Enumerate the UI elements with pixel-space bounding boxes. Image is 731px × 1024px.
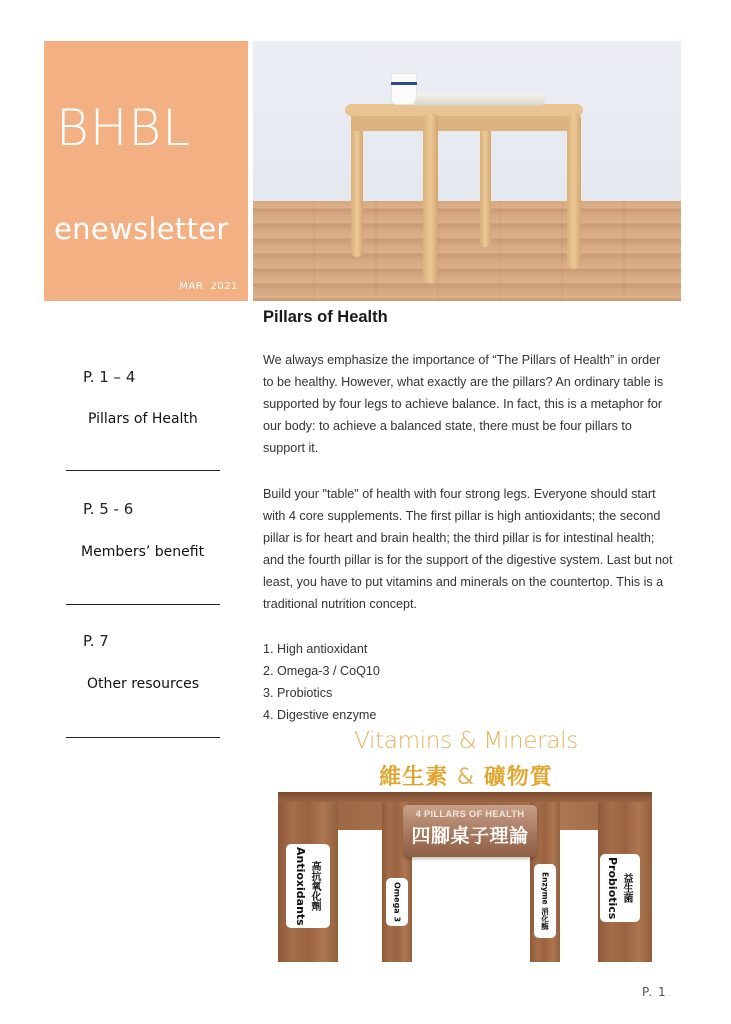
toc-pages-3: P. 7 bbox=[83, 632, 109, 650]
list-item: 1. High antioxidant bbox=[263, 642, 368, 656]
newsletter-subtitle: enewsletter bbox=[54, 212, 229, 246]
table-leg-front-left bbox=[423, 113, 438, 283]
toc-title-1[interactable]: Pillars of Health bbox=[88, 411, 198, 427]
four-pillars-illustration bbox=[276, 728, 656, 968]
article-paragraph-2: Build your "table" of health with four strong legs. Everyone should start with 4 core supplements. The first pillar is high antioxidants; the second pillar is for heart and brain health; the third pillar is for intestinal health; and the fourth pillar is for the support of the digestive system. Last but not least, you have to put vitamins and minerals on the countertop. This is a traditional nutrition concept. bbox=[263, 487, 673, 611]
banner-en: 4 PILLARS OF HEALTH bbox=[415, 809, 525, 820]
article-title: Pillars of Health bbox=[263, 308, 388, 326]
table-leg-back-left bbox=[351, 111, 363, 257]
omega-label bbox=[386, 878, 408, 926]
minerals-zh: 礦物質 bbox=[483, 765, 553, 790]
vitamins-minerals-heading-zh bbox=[276, 760, 656, 791]
toc-divider bbox=[66, 604, 220, 605]
table-leg-back-right bbox=[480, 123, 491, 247]
toc-title-2[interactable]: Members’ benefit bbox=[81, 544, 205, 560]
cover-block bbox=[44, 41, 248, 301]
vitamins-zh: 維生素 bbox=[379, 765, 449, 790]
list-item: 3. Probiotics bbox=[263, 686, 333, 700]
probiotics-label bbox=[600, 854, 640, 922]
vitamins-minerals-heading: Vitamins & Minerals bbox=[354, 728, 578, 754]
antioxidants-label bbox=[286, 844, 330, 928]
probiotics-en: Probiotics bbox=[606, 856, 619, 920]
toc-divider bbox=[66, 470, 220, 471]
probiotics-zh: 益生菌 bbox=[621, 873, 632, 903]
list-item: 4. Digestive enzyme bbox=[263, 708, 377, 722]
omega-text: Omega 3 bbox=[392, 881, 402, 923]
antioxidants-en: Antioxidants bbox=[294, 846, 307, 926]
pillars-list bbox=[263, 638, 380, 726]
article-paragraph-1: We always emphasize the importance of “The Pillars of Health” in order to be healthy. However, what exactly are the pillars? An ordinary table is supported by four legs to achieve balance. In fact, this is a metaphor for our body: to achieve a balanced state, there must be four pillars to support it. bbox=[263, 353, 664, 455]
list-item: 2. Omega-3 / CoQ10 bbox=[263, 664, 380, 678]
hero-table-photo bbox=[253, 41, 681, 301]
toc-pages-1: P. 1 – 4 bbox=[83, 368, 136, 386]
antioxidants-zh: 高抗氧化劑 bbox=[309, 861, 320, 911]
cup-stripe bbox=[391, 82, 417, 85]
toc-title-3[interactable]: Other resources bbox=[87, 676, 200, 692]
enzyme-text: Enzyme 消化酶 bbox=[540, 872, 550, 930]
banner-zh: 四腳桌子理論 bbox=[411, 825, 529, 847]
toc-divider bbox=[66, 737, 220, 738]
table-apron bbox=[353, 115, 575, 131]
wood-floor bbox=[253, 201, 681, 301]
open-book bbox=[413, 94, 547, 106]
issue-date: MAR 2021 bbox=[179, 281, 238, 292]
enzyme-label bbox=[534, 864, 556, 938]
table-top-board bbox=[278, 792, 652, 802]
ampersand: & bbox=[456, 765, 476, 790]
cup bbox=[391, 73, 417, 105]
table-leg-front-right bbox=[567, 113, 581, 269]
page-number: P. 1 bbox=[642, 985, 667, 999]
toc-pages-2: P. 5 - 6 bbox=[83, 500, 134, 518]
four-pillars-banner bbox=[403, 805, 537, 857]
brand-title: BHBL bbox=[56, 99, 191, 157]
